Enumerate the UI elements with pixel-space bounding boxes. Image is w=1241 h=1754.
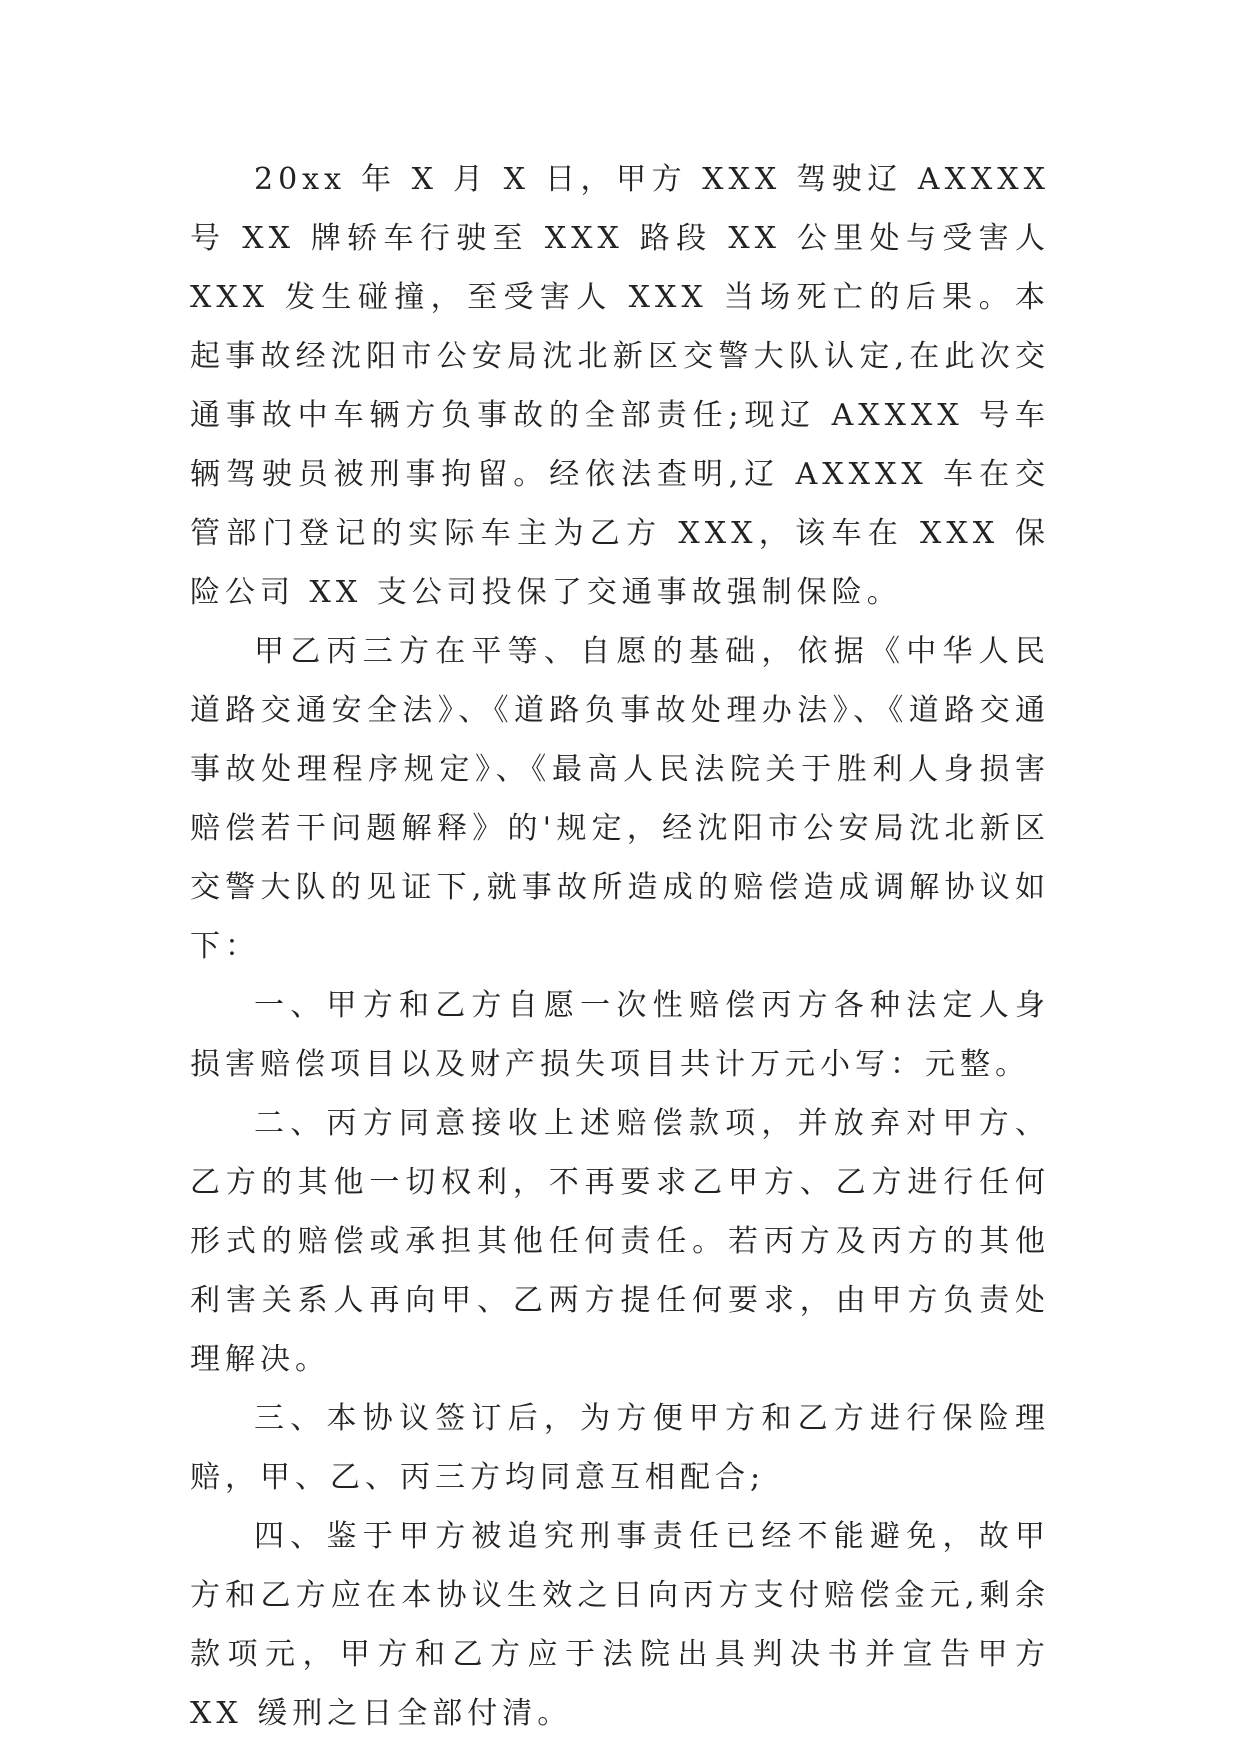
- paragraph-legal-basis: 甲乙丙三方在平等、自愿的基础，依据《中华人民道路交通安全法》、《道路负事故处理办法》、《道路交通事故处理程序规定》、《最高人民法院关于胜利人身损害赔偿若干问题解释》的'规定，经沈阳市公安局沈北新区交警大队的见证下,就事故所造成的赔偿造成调解协议如下：: [190, 634, 1050, 964]
- paragraph-accident-facts: 20xx 年 X 月 X 日，甲方 XXX 驾驶辽 AXXXX 号 XX 牌轿车行驶至 XXX 路段 XX 公里处与受害人 XXX 发生碰撞，至受害人 XXX 当场死亡的后果。本起事故经沈阳市公安局沈北新区交警大队认定,在此次交通事故中车辆方负事故的全部责任;现辽 AXXXX 号车辆驾驶员被刑事拘留。经依法查明,辽 AXXXX 车在交管部门登记的实际车主为乙方 XXX，该车在 XXX 保险公司 XX 支公司投保了交通事故强制保险。: [190, 162, 1050, 610]
- paragraph-clause-1: 一、甲方和乙方自愿一次性赔偿丙方各种法定人身损害赔偿项目以及财产损失项目共计万元小写：元整。: [190, 988, 1050, 1082]
- paragraph-clause-3: 三、本协议签订后，为方便甲方和乙方进行保险理赔，甲、乙、丙三方均同意互相配合;: [190, 1401, 1050, 1495]
- paragraph-clause-4: 四、鉴于甲方被追究刑事责任已经不能避免，故甲方和乙方应在本协议生效之日向丙方支付赔偿金元,剩余款项元，甲方和乙方应于法院出具判决书并宣告甲方 XX 缓刑之日全部付清。: [190, 1519, 1050, 1731]
- paragraph-clause-2: 二、丙方同意接收上述赔偿款项，并放弃对甲方、乙方的其他一切权利，不再要求乙甲方、乙方进行任何形式的赔偿或承担其他任何责任。若丙方及丙方的其他利害关系人再向甲、乙两方提任何要求，由甲方负责处理解决。: [190, 1106, 1050, 1377]
- document-body: [190, 150, 1050, 1743]
